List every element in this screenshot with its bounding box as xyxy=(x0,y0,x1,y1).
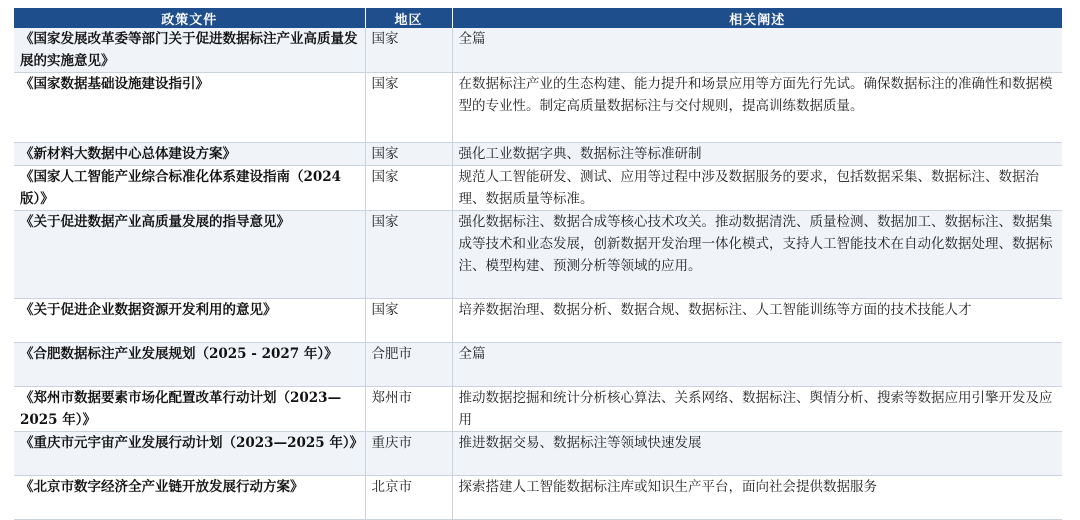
description-cell: 全篇 xyxy=(452,28,1062,73)
table-row xyxy=(14,28,1062,73)
table-row xyxy=(14,387,1062,432)
table-row xyxy=(14,299,1062,343)
description-cell: 规范人工智能研发、测试、应用等过程中涉及数据服务的要求，包括数据采集、数据标注、数据治理、数据质量等标准。 xyxy=(452,166,1062,211)
description-cell: 培养数据治理、数据分析、数据合规、数据标注、人工智能训练等方面的技术技能人才 xyxy=(452,299,1062,343)
policy-document-cell: 《合肥数据标注产业发展规划（2025 - 2027 年）》 xyxy=(14,343,365,387)
table-row xyxy=(14,343,1062,387)
description-cell: 强化工业数据字典、数据标注等标准研制 xyxy=(452,143,1062,166)
policy-document-cell: 《北京市数字经济全产业链开放发展行动方案》 xyxy=(14,476,365,520)
policy-document-cell: 《新材料大数据中心总体建设方案》 xyxy=(14,143,365,166)
region-cell: 国家 xyxy=(365,73,452,143)
region-cell: 重庆市 xyxy=(365,432,452,476)
table-header-row xyxy=(14,8,1062,28)
table-row xyxy=(14,476,1062,520)
description-cell: 在数据标注产业的生态构建、能力提升和场景应用等方面先行先试。确保数据标注的准确性和数据模型的专业性。制定高质量数据标注与交付规则，提高训练数据质量。 xyxy=(452,73,1062,143)
policy-document-cell: 《关于促进企业数据资源开发利用的意见》 xyxy=(14,299,365,343)
region-cell: 郑州市 xyxy=(365,387,452,432)
table-row xyxy=(14,432,1062,476)
region-cell: 国家 xyxy=(365,166,452,211)
policy-document-cell: 《郑州市数据要素市场化配置改革行动计划（2023—2025 年）》 xyxy=(14,387,365,432)
header-region: 地区 xyxy=(365,8,452,28)
region-cell: 国家 xyxy=(365,211,452,299)
region-cell: 合肥市 xyxy=(365,343,452,387)
policy-table xyxy=(14,8,1062,520)
policy-document-cell: 《国家数据基础设施建设指引》 xyxy=(14,73,365,143)
region-cell: 国家 xyxy=(365,28,452,73)
policy-document-cell: 《重庆市元宇宙产业发展行动计划（2023—2025 年）》 xyxy=(14,432,365,476)
region-cell: 北京市 xyxy=(365,476,452,520)
header-description: 相关阐述 xyxy=(452,8,1062,28)
description-cell: 推进数据交易、数据标注等领域快速发展 xyxy=(452,432,1062,476)
table-row xyxy=(14,143,1062,166)
table-row xyxy=(14,166,1062,211)
table-row xyxy=(14,73,1062,143)
description-cell: 探索搭建人工智能数据标注库或知识生产平台，面向社会提供数据服务 xyxy=(452,476,1062,520)
table-row xyxy=(14,211,1062,299)
region-cell: 国家 xyxy=(365,299,452,343)
description-cell: 强化数据标注、数据合成等核心技术攻关。推动数据清洗、质量检测、数据加工、数据标注、数据集成等技术和业态发展，创新数据开发治理一体化模式，支持人工智能技术在自动化数据处理、数据标注、模型构建、预测分析等领域的应用。 xyxy=(452,211,1062,299)
region-cell: 国家 xyxy=(365,143,452,166)
header-document: 政策文件 xyxy=(14,8,365,28)
policy-document-cell: 《国家人工智能产业综合标准化体系建设指南（2024 版）》 xyxy=(14,166,365,211)
policy-document-cell: 《国家发展改革委等部门关于促进数据标注产业高质量发展的实施意见》 xyxy=(14,28,365,73)
description-cell: 推动数据挖掘和统计分析核心算法、关系网络、数据标注、舆情分析、搜索等数据应用引擎开发及应用 xyxy=(452,387,1062,432)
description-cell: 全篇 xyxy=(452,343,1062,387)
policy-document-cell: 《关于促进数据产业高质量发展的指导意见》 xyxy=(14,211,365,299)
